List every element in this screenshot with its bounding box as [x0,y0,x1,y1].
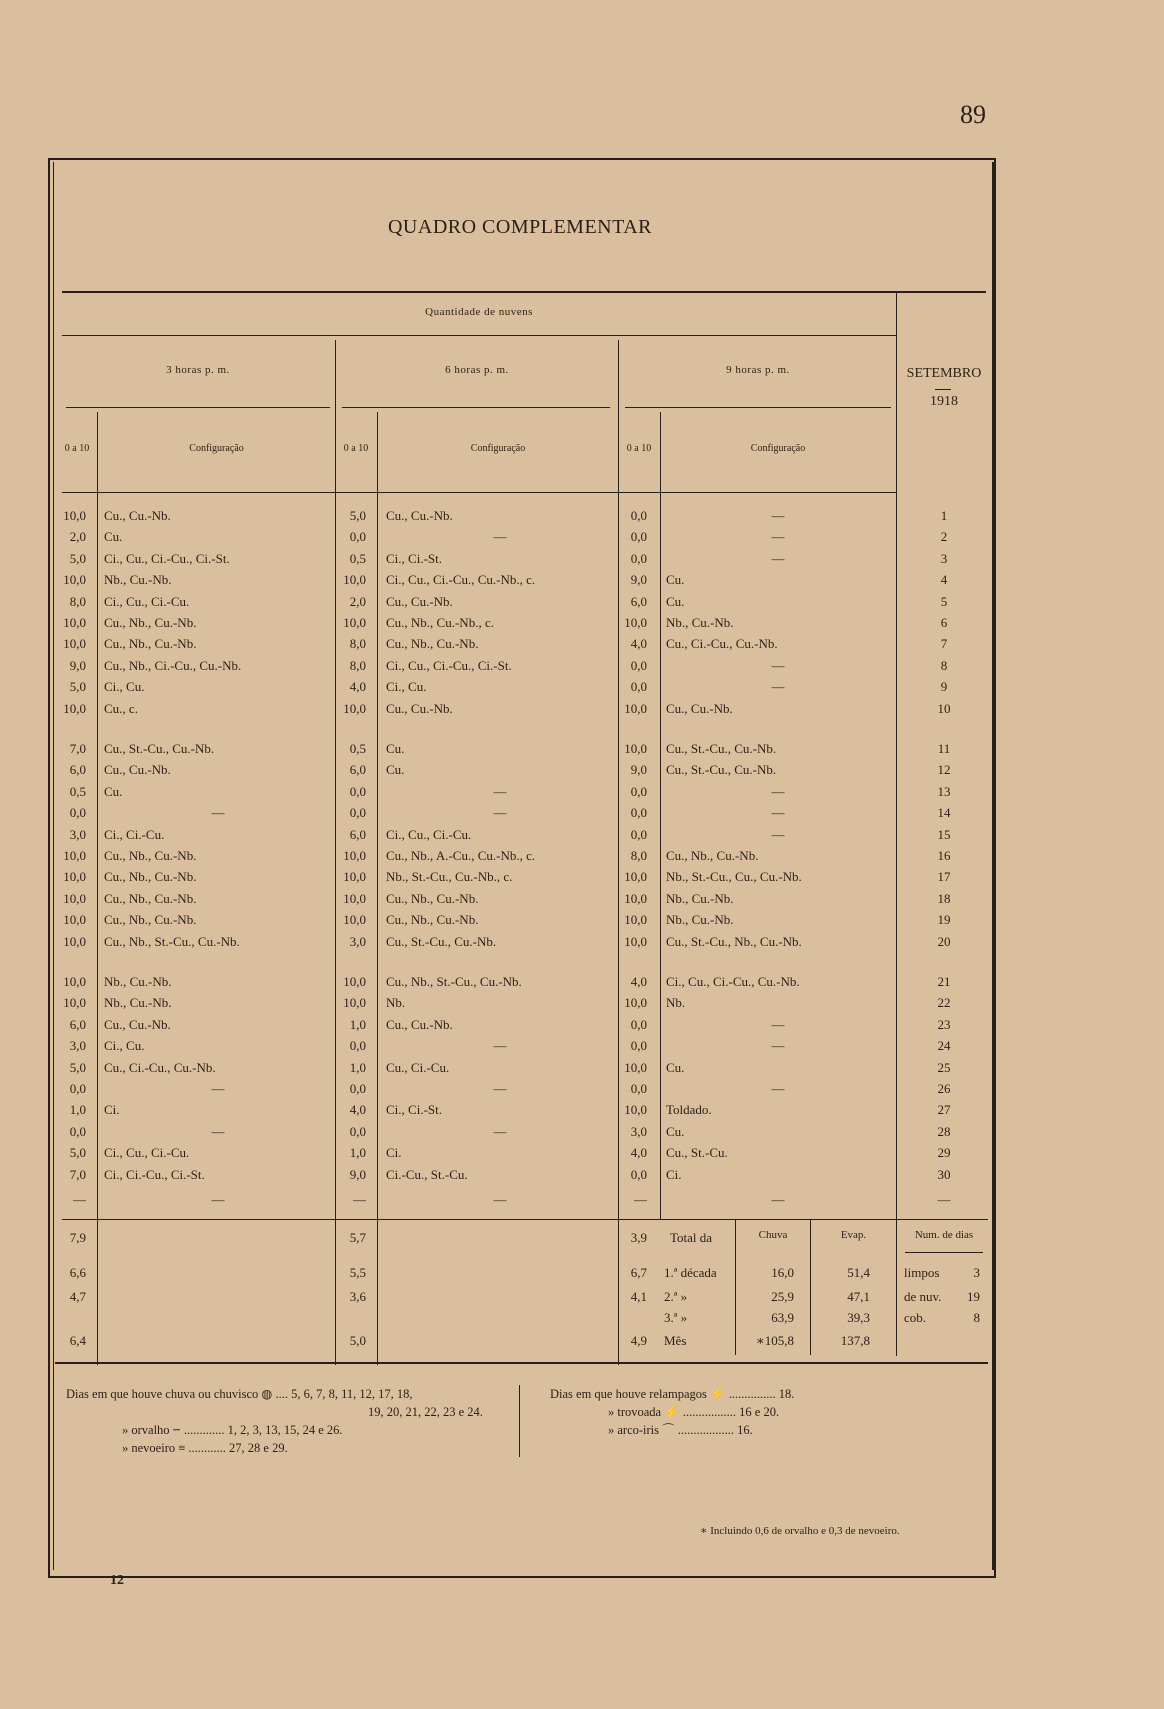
config-3pm-cell: Cu., Nb., Ci.-Cu., Cu.-Nb. [104,657,242,673]
config-9pm-cell: Cu. [666,572,685,588]
value-9pm-cell: 0,0 [630,550,647,566]
decade-v6: 5,5 [349,1265,366,1280]
config-6pm-cell: Ci. [386,1145,402,1161]
config-6pm-cell: — [493,805,507,821]
config-9pm-cell: — [771,805,785,821]
day-cell: 6 [940,615,948,630]
decade-chuva: 16,0 [771,1265,794,1280]
value-6pm-cell: 0,0 [349,805,366,821]
value-6pm-cell: 10,0 [343,995,366,1011]
config-3pm-cell: Cu., St.-Cu., Cu.-Nb. [104,741,215,756]
value-3pm-cell: 10,0 [63,508,86,523]
config-9: Configuração [750,443,806,454]
config-3pm-cell: Cu., Cu.-Nb. [104,1016,171,1032]
config-6pm-cell: Nb. [386,995,406,1011]
month-header: SETEMBRO [906,366,982,381]
day-cell: 25 [937,1059,951,1075]
value-6pm-cell: 2,0 [349,593,366,609]
config-6pm-cell: Nb., St.-Cu., Cu.-Nb., c. [386,869,513,885]
decade-chuva: 25,9 [771,1289,794,1304]
config-6pm-cell: Cu., Nb., A.-Cu., Cu.-Nb., c. [386,848,536,863]
config-9pm-cell: Nb., Cu.-Nb. [666,615,734,630]
value-6pm-cell: 3,0 [349,933,366,949]
config-3pm-cell: Cu., Nb., Cu.-Nb. [104,636,197,652]
config-6pm-cell: Cu., Cu.-Nb. [386,1016,453,1032]
config-3pm-cell: Cu., Nb., St.-Cu., Cu.-Nb. [104,933,240,949]
day-cell: 26 [937,1081,951,1096]
month-mean-6: 5,0 [349,1333,366,1348]
config-9pm-cell: — [771,508,785,523]
note-relampagos: Dias em que houve relampagos ⚡ ............... 18. [550,1387,795,1401]
config-3pm-cell: Cu., Cu.-Nb. [104,508,171,523]
value-9pm-cell: 0,0 [630,783,647,799]
config-6pm-cell: Ci., Cu. [386,679,427,695]
value-3pm-cell: 5,0 [69,1059,86,1075]
value-3pm-cell: 10,0 [63,869,86,885]
value-9pm-cell: 0,0 [630,826,647,842]
value-9pm-cell: 0,0 [630,1166,647,1182]
value-6pm-cell: 10,0 [343,572,366,588]
config-6: Configuração [470,443,526,454]
value-6pm-cell: 0,5 [349,741,366,756]
value-6pm-cell: 10,0 [343,615,366,630]
config-6pm-cell: Cu., Cu.-Nb. [386,508,453,523]
value-9pm-cell: 4,0 [630,1145,647,1161]
value-6pm-cell: 10,0 [343,700,366,716]
config-9pm-cell: Cu. [666,593,685,609]
day-cell: 22 [937,995,951,1011]
decade-evap: 47,1 [847,1289,870,1304]
decade-dias-label: limpos [904,1265,940,1280]
title-rule [62,291,986,293]
col-sep-9 [660,412,661,1220]
decade-v3: 6,6 [69,1265,86,1280]
value-6pm-cell: 10,0 [343,890,366,906]
day-cell: 30 [937,1166,951,1182]
page-number: 89 [960,100,986,129]
value-3pm-cell: 3,0 [69,826,86,842]
value-6pm-cell: 6,0 [349,762,366,778]
config-9pm-cell: Nb. [666,995,686,1011]
brace-9 [625,407,891,408]
config-6pm-cell: — [493,1038,507,1054]
config-6pm-cell: — [493,1081,507,1096]
config-6pm-cell: Cu. [386,762,405,778]
value-6pm-cell: 1,0 [349,1016,366,1032]
value-3pm-cell: 7,0 [69,741,86,756]
value-9pm-cell: 6,0 [630,593,647,609]
value-3pm-cell: 7,0 [69,1166,86,1182]
config-3: Configuração [189,443,244,454]
col9-header: 9 horas p. m. [726,364,790,376]
config-3pm-cell: Ci., Cu., Ci.-Cu. [104,593,190,609]
value-6pm-cell: 0,0 [349,1081,366,1096]
config-9pm-cell: Cu., Ci.-Cu., Cu.-Nb. [666,636,778,652]
day-cell: 28 [937,1123,951,1139]
value-9pm-cell: 10,0 [624,741,647,756]
decade-v9: 4,1 [630,1289,647,1304]
decade-dias-label: cob. [904,1310,927,1325]
value-3pm-cell: 0,0 [69,1123,86,1139]
day-cell: 24 [937,1038,951,1054]
config-9pm-cell: Cu., St.-Cu., Cu.-Nb. [666,741,777,756]
decade-evap: 51,4 [847,1265,870,1280]
value-6pm-cell: 0,0 [349,529,366,545]
mean-6: 5,7 [349,1230,366,1245]
day-cell: 14 [937,805,951,821]
config-6pm-cell: Cu., Cu.-Nb. [386,700,453,716]
value-3pm-cell: 5,0 [69,1145,86,1161]
decade-evap: 39,3 [847,1310,870,1325]
col3-header: 3 horas p. m. [166,364,230,376]
config-6pm-cell: Ci., Cu., Ci.-Cu. [386,826,472,842]
value-9pm-cell: 0,0 [630,679,647,695]
config-9pm-cell: Ci. [666,1166,682,1182]
value-6pm-cell: 0,0 [349,1038,366,1054]
summary-top-rule [62,1219,988,1220]
evap-header: Evap. [840,1229,867,1241]
config-6pm-cell: Cu., Nb., Cu.-Nb. [386,912,479,928]
day-cell: 3 [940,550,948,566]
config-3pm-cell: Ci., Cu. [104,679,145,695]
day-cell: 5 [940,593,948,609]
value-6pm-cell: 4,0 [349,679,366,695]
value-9pm-cell: 0,0 [630,1081,647,1096]
footer-page-number: 12 [110,1573,124,1588]
decade-v9: 6,7 [630,1265,647,1280]
config-3pm-cell: — [211,805,225,821]
notes-top-rule [55,1362,988,1364]
value-6pm-cell: 8,0 [349,636,366,652]
day-cell: 10 [937,700,951,716]
config-6pm-cell: Cu., Nb., Cu.-Nb., c. [386,615,494,630]
value-3pm-cell: 8,0 [69,593,86,609]
num-dias-header: Num. de dias [914,1229,974,1241]
value-9pm-cell: 10,0 [624,912,647,928]
value-3pm-cell: 10,0 [63,848,86,863]
config-6pm-cell: Ci.-Cu., St.-Cu. [386,1166,468,1182]
config-9pm-cell: Cu., St.-Cu., Cu.-Nb. [666,762,777,778]
config-9pm-cell: Cu. [666,1123,685,1139]
value-3pm-cell: 10,0 [63,636,86,652]
config-9pm-cell: — [771,1016,785,1032]
value-3pm-cell: 2,0 [69,529,86,545]
num-dias-rule [905,1252,983,1253]
chuva-header: Chuva [758,1229,788,1241]
value-9pm-cell: 3,0 [630,1123,647,1139]
value-9pm-cell: 10,0 [624,615,647,630]
footnote: ∗ Incluindo 0,6 de orvalho e 0,3 de nevoeiro. [700,1525,900,1537]
decade-label: 2.ª » [664,1289,688,1304]
config-6pm-cell: Cu. [386,741,405,756]
col-sep-3 [97,412,98,1365]
config-3pm-cell: Cu. [104,529,123,545]
value-6pm-cell: 10,0 [343,912,366,928]
value-3pm-cell: 0,0 [69,1081,86,1096]
month-chuva: ∗105,8 [755,1333,794,1348]
config-9pm-cell: — [771,1192,785,1207]
config-3pm-cell: Cu., Nb., Cu.-Nb. [104,869,197,885]
value-9pm-cell: 4,0 [630,974,647,989]
value-6pm-cell: 10,0 [343,848,366,863]
col-sep-6 [377,412,378,1365]
value-3pm-cell: — [73,1192,86,1207]
config-9pm-cell: — [771,826,785,842]
brace-6 [342,407,610,408]
header-bottom-rule [62,492,896,493]
config-6pm-cell: Cu., Cu.-Nb. [386,593,453,609]
day-cell: 1 [940,508,948,523]
config-6pm-cell: Cu., Ci.-Cu. [386,1059,450,1075]
value-9pm-cell: 0,0 [630,508,647,523]
value-6pm-cell: 0,0 [349,1123,366,1139]
note-chuva: Dias em que houve chuva ou chuvisco ◍ .... 5, 6, 7, 8, 11, 12, 17, 18, [66,1387,413,1401]
config-6pm-cell: Cu., Nb., Cu.-Nb. [386,636,479,652]
value-6pm-cell: 10,0 [343,869,366,885]
config-3pm-cell: — [211,1081,225,1096]
config-6pm-cell: — [493,783,507,799]
value-9pm-cell: 8,0 [630,848,647,863]
config-3pm-cell: — [211,1192,225,1207]
config-6pm-cell: — [493,1192,507,1207]
value-6pm-cell: 0,0 [349,783,366,799]
config-3pm-cell: Cu., Nb., Cu.-Nb. [104,848,197,863]
config-6pm-cell: Cu., Nb., St.-Cu., Cu.-Nb. [386,974,522,989]
value-6pm-cell: 8,0 [349,657,366,673]
config-3pm-cell: Cu., Nb., Cu.-Nb. [104,912,197,928]
decade-v3: 4,7 [69,1289,86,1304]
config-9pm-cell: Nb., Cu.-Nb. [666,912,734,928]
day-cell: 2 [940,529,948,545]
value-9pm-cell: 10,0 [624,869,647,885]
config-9pm-cell: Cu. [666,1059,685,1075]
value-3pm-cell: 0,0 [69,805,86,821]
value-9pm-cell: 10,0 [624,1102,647,1118]
decade-dias-label: de nuv. [904,1289,942,1304]
decade-dias: 19 [967,1289,980,1304]
value-6pm-cell: — [353,1192,366,1207]
col6-header: 6 horas p. m. [445,364,509,376]
day-cell: 13 [937,783,951,799]
note-orvalho: » orvalho ⏖ ............. 1, 2, 3, 13, 15, 24 e 26. [122,1423,343,1437]
group-label: Quantidade de nuvens [425,306,533,318]
config-9pm-cell: Nb., St.-Cu., Cu., Cu.-Nb. [666,869,802,885]
decade-label: 3.ª » [664,1310,688,1325]
value-9pm-cell: 9,0 [630,762,647,778]
day-cell: 7 [940,636,948,652]
day-cell: — [937,1192,951,1207]
config-6pm-cell: Cu., Nb., Cu.-Nb. [386,890,479,906]
day-cell: 8 [940,657,948,673]
value-6pm-cell: 1,0 [349,1145,366,1161]
config-3pm-cell: Cu., Nb., Cu.-Nb. [104,890,197,906]
config-6pm-cell: Cu., St.-Cu., Cu.-Nb. [386,933,497,949]
day-cell: 11 [937,741,951,756]
config-3pm-cell: Nb., Cu.-Nb. [104,995,172,1011]
value-3pm-cell: 1,0 [69,1102,86,1118]
day-cell: 29 [937,1145,951,1161]
config-3pm-cell: Ci., Ci.-Cu., Ci.-St. [104,1166,205,1182]
config-3pm-cell: Ci., Cu., Ci.-Cu., Ci.-St. [104,550,230,566]
config-6pm-cell: Ci., Cu., Ci.-Cu., Ci.-St. [386,657,512,673]
value-9pm-cell: 9,0 [630,572,647,588]
value-9pm-cell: 10,0 [624,890,647,906]
config-9pm-cell: — [771,657,785,673]
month-label: Mês [664,1333,687,1348]
day-cell: 18 [937,890,951,906]
decade-label: 1.ª década [664,1265,717,1280]
config-3pm-cell: Cu., Cu.-Nb. [104,762,171,778]
note-trovoada: » trovoada ⚡ ................. 16 e 20. [608,1405,780,1419]
config-6pm-cell: — [493,1123,507,1139]
value-9pm-cell: 10,0 [624,700,647,716]
value-9pm-cell: — [634,1192,647,1207]
config-3pm-cell: Cu. [104,783,123,799]
config-3pm-cell: — [211,1123,225,1139]
total-label: Total da [670,1230,713,1245]
month-divider [935,389,951,390]
value-3pm-cell: 10,0 [63,933,86,949]
decade-dias: 3 [973,1265,980,1280]
value-9pm-cell: 10,0 [624,1059,647,1075]
value-9pm-cell: 0,0 [630,1016,647,1032]
value-3pm-cell: 9,0 [69,657,86,673]
day-cell: 12 [937,762,951,778]
decade-chuva: 63,9 [771,1310,794,1325]
config-6pm-cell: Ci., Ci.-St. [386,550,442,566]
config-3pm-cell: Ci. [104,1102,120,1118]
day-cell: 19 [937,912,951,928]
config-9pm-cell: Cu., St.-Cu. [666,1145,728,1161]
mean-9: 3,9 [630,1230,647,1245]
value-3pm-cell: 10,0 [63,700,86,716]
config-9pm-cell: — [771,529,785,545]
value-3pm-cell: 3,0 [69,1038,86,1054]
month-mean-9: 4,9 [630,1333,647,1348]
note-nevoeiro: » nevoeiro ≡ ............ 27, 28 e 29. [122,1441,288,1455]
value-3pm-cell: 10,0 [63,912,86,928]
month-mean-3: 6,4 [69,1333,86,1348]
month-evap: 137,8 [840,1333,870,1348]
mean-3: 7,9 [69,1230,86,1245]
decade-dias: 8 [973,1310,980,1325]
day-cell: 9 [940,679,948,695]
note-arco-iris: » arco-iris ⌒ .................. 16. [608,1423,753,1437]
config-3pm-cell: Nb., Cu.-Nb. [104,572,172,588]
day-cell: 27 [937,1102,951,1118]
value-9pm-cell: 0,0 [630,529,647,545]
config-3pm-cell: Nb., Cu.-Nb. [104,974,172,989]
day-cell: 4 [940,572,948,588]
value-9pm-cell: 0,0 [630,657,647,673]
config-9pm-cell: Ci., Cu., Ci.-Cu., Cu.-Nb. [666,974,800,989]
config-3pm-cell: Cu., Ci.-Cu., Cu.-Nb. [104,1059,216,1075]
config-6pm-cell: Ci., Cu., Ci.-Cu., Cu.-Nb., c. [386,572,536,588]
value-6pm-cell: 6,0 [349,826,366,842]
table-title: QUADRO COMPLEMENTAR [387,216,653,238]
value-3pm-cell: 10,0 [63,572,86,588]
config-6pm-cell: Ci., Ci.-St. [386,1102,442,1118]
value-6pm-cell: 1,0 [349,1059,366,1075]
config-9pm-cell: Cu., St.-Cu., Nb., Cu.-Nb. [666,933,802,949]
config-6pm-cell: — [493,529,507,545]
config-3pm-cell: Cu., Nb., Cu.-Nb. [104,615,197,630]
value-9pm-cell: 10,0 [624,933,647,949]
value-9pm-cell: 0,0 [630,1038,647,1054]
value-9pm-cell: 4,0 [630,636,647,652]
group-rule [62,335,896,336]
config-9pm-cell: Cu., Cu.-Nb. [666,700,733,716]
config-9pm-cell: Toldado. [666,1102,712,1118]
value-9pm-cell: 0,0 [630,805,647,821]
notes-divider [519,1385,520,1457]
value-3pm-cell: 6,0 [69,1016,86,1032]
day-cell: 16 [937,848,951,863]
day-cell: 20 [937,933,951,949]
month-col-rule [896,293,897,1356]
value-9pm-cell: 10,0 [624,995,647,1011]
config-3pm-cell: Ci., Cu. [104,1038,145,1054]
config-3pm-cell: Ci., Cu., Ci.-Cu. [104,1145,190,1161]
value-3pm-cell: 5,0 [69,679,86,695]
value-6pm-cell: 9,0 [349,1166,366,1182]
year-header: 1918 [930,394,958,409]
day-cell: 15 [937,826,951,842]
value-3pm-cell: 10,0 [63,974,86,989]
value-3pm-cell: 10,0 [63,995,86,1011]
value-3pm-cell: 0,5 [69,783,86,799]
config-9pm-cell: — [771,783,785,799]
config-3pm-cell: Ci., Ci.-Cu. [104,826,165,842]
day-cell: 23 [937,1016,951,1032]
config-9pm-cell: — [771,550,785,566]
scale-9: 0 a 10 [626,443,652,454]
config-9pm-cell: Nb., Cu.-Nb. [666,890,734,906]
value-6pm-cell: 4,0 [349,1102,366,1118]
value-6pm-cell: 10,0 [343,974,366,989]
value-6pm-cell: 0,5 [349,550,366,566]
day-cell: 17 [937,869,951,885]
brace-3 [66,407,330,408]
config-9pm-cell: Cu., Nb., Cu.-Nb. [666,848,759,863]
scale-6: 0 a 10 [343,443,369,454]
scale-3: 0 a 10 [64,443,90,454]
value-3pm-cell: 10,0 [63,890,86,906]
value-6pm-cell: 5,0 [349,508,366,523]
config-9pm-cell: — [771,679,785,695]
value-3pm-cell: 6,0 [69,762,86,778]
config-3pm-cell: Cu., c. [104,700,138,716]
note-chuva-cont: 19, 20, 21, 22, 23 e 24. [368,1405,483,1419]
day-cell: 21 [937,974,951,989]
config-9pm-cell: — [771,1038,785,1054]
decade-v6: 3,6 [349,1289,366,1304]
config-9pm-cell: — [771,1081,785,1096]
value-3pm-cell: 10,0 [63,615,86,630]
value-3pm-cell: 5,0 [69,550,86,566]
